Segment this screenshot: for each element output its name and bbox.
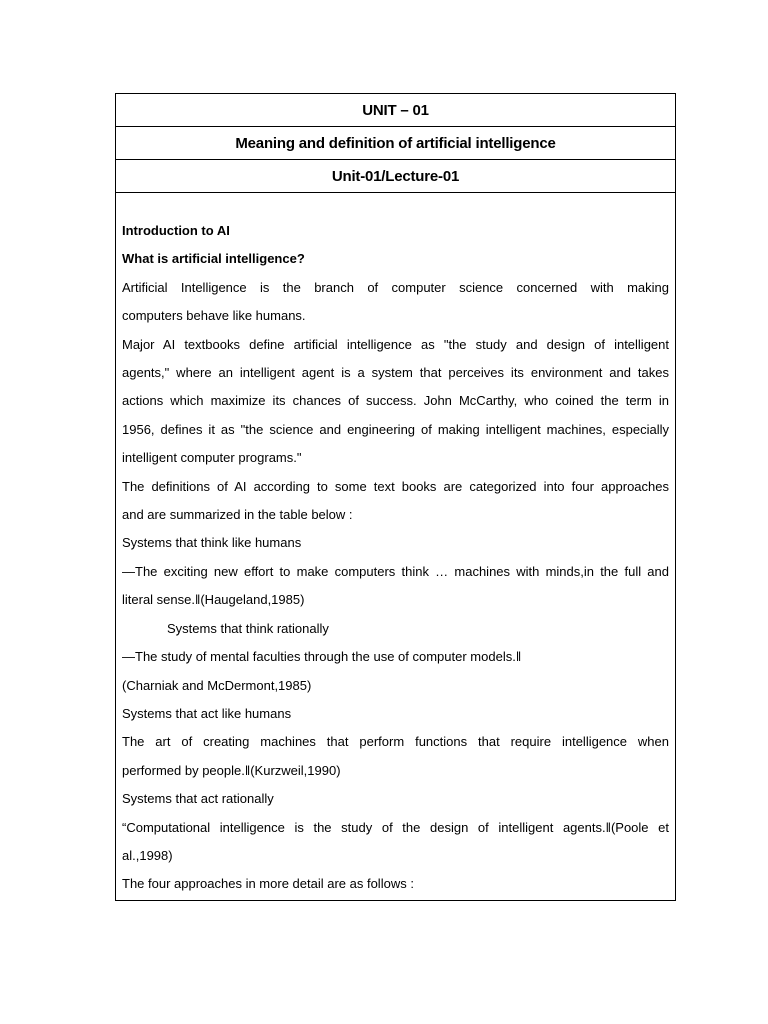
text-line: Major AI textbooks define artificial intelligence as "the study and design of intelligent <box>122 336 669 352</box>
question-heading: What is artificial intelligence? <box>122 251 305 267</box>
text-line: and are summarized in the table below : <box>122 507 353 523</box>
page-title: Meaning and definition of artificial intelligence <box>116 127 675 160</box>
document-frame <box>115 93 676 901</box>
text-line: (Charniak and McDermont,1985) <box>122 677 312 693</box>
text-line: The definitions of AI according to some text books are categorized into four approaches <box>122 478 669 494</box>
text-line: “Computational intelligence is the study of the design of intelligent agents.‖(Poole et <box>122 819 669 835</box>
text-line: intelligent computer programs." <box>122 450 302 466</box>
text-line: al.,1998) <box>122 847 173 863</box>
text-line: literal sense.‖(Haugeland,1985) <box>122 592 305 608</box>
text-line: computers behave like humans. <box>122 308 306 324</box>
section-heading: Introduction to AI <box>122 223 230 238</box>
document-body <box>116 193 675 899</box>
text-line: agents," where an intelligent agent is a system that perceives its environment and takes <box>122 365 669 381</box>
text-line: 1956, defines it as "the science and engineering of making intelligent machines, especially <box>122 421 669 437</box>
text-line: actions which maximize its chances of success. John McCarthy, who coined the term in <box>122 393 669 409</box>
unit-heading: UNIT – 01 <box>116 94 675 127</box>
text-line: —The study of mental faculties through the use of computer models.‖ <box>122 649 522 665</box>
approach-label: Systems that think like humans <box>122 535 302 551</box>
lecture-heading: Unit-01/Lecture-01 <box>116 160 675 193</box>
text-line: Artificial Intelligence is the branch of computer science concerned with making <box>122 279 669 295</box>
text-line: —The exciting new effort to make computers think … machines with minds,in the full and <box>122 563 669 579</box>
approach-label: Systems that act rationally <box>122 791 274 807</box>
approach-label: Systems that act like humans <box>122 705 292 721</box>
text-line: The art of creating machines that perform functions that require intelligence when <box>122 734 669 750</box>
approach-label: Systems that think rationally <box>167 620 329 636</box>
text-line: performed by people.‖(Kurzweil,1990) <box>122 762 341 778</box>
text-line: The four approaches in more detail are as follows : <box>122 876 414 892</box>
